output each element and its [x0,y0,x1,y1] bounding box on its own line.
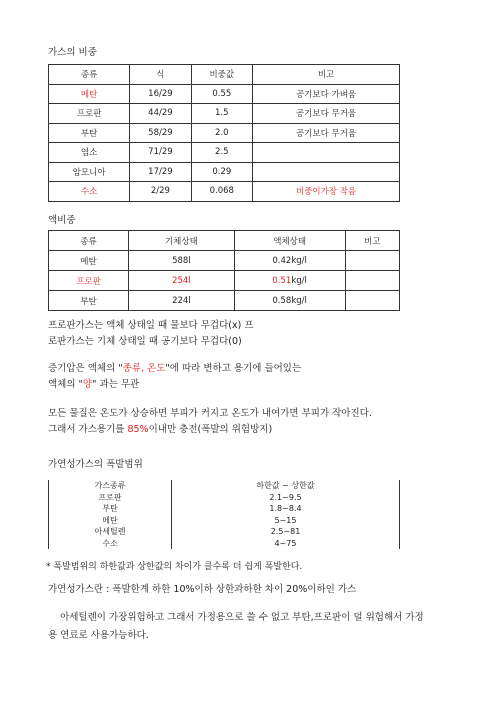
paragraph-line [48,361,301,377]
section-title-explosion-range: 가연성가스의 폭발범위 [48,459,143,470]
table-row [49,84,400,104]
cell-gas-state: 254l [129,271,235,291]
table-header-row [49,480,400,492]
table-row [49,123,400,143]
paragraph-line: 모든 물질은 온도가 상승하면 부피가 커지고 온도가 내여가면 부피가 작아진다. [48,408,372,419]
cell-liquid-state [234,271,345,291]
cell-gas-type: 부탄 [49,503,172,515]
paragraph-line [48,377,301,393]
cell-range: 4~75 [172,538,400,550]
cell-note [253,162,400,182]
table-row [49,162,400,182]
cell-note [345,271,399,291]
header-type: 종류 [49,231,129,251]
paragraph-volume [48,406,372,438]
cell-value: 2.5 [191,143,253,163]
cell-range: 2.5~81 [172,526,400,538]
text: 그래서 가스용기를 [48,424,128,435]
text: "에 따라 변하고 용기에 들어있는 [165,363,302,374]
cell-value: 1.5 [191,104,253,124]
cell-formula: 2/29 [130,182,191,202]
cell-note: 공기보다 무거움 [253,123,400,143]
cell-liquid-state [234,291,345,311]
explosion-range-table [48,480,400,549]
liquid-gravity-table [48,230,400,311]
header-note: 비고 [253,65,400,85]
closing-line: 아세틸렌이 가장위험하고 그래서 가정용으로 쓸 수 없고 부탄,프로판이 덜 위험해서 가정 [48,612,424,623]
table-header-row [49,231,400,251]
cell-gas-type: 메탄 [49,515,172,527]
section-title-gas-specific-gravity: 가스의 비중 [48,47,97,58]
liquid-value: kg/l [291,275,307,286]
cell-liquid-state [234,251,345,271]
section-title-liquid-gravity: 액비중 [48,215,76,226]
table-header-row [49,65,400,85]
cell-type: 수소 [49,182,130,202]
cell-note: 비중이가장 작음 [253,182,400,202]
closing-line: 용 연료로 사용가능하다. [48,630,149,641]
table-row [49,104,400,124]
header-gas-type: 가스종류 [49,480,172,492]
cell-note [345,251,399,271]
paragraph-line: 로판가스는 기체 상태일 때 공기보다 무겁다(0) [48,336,242,347]
table-row [49,492,400,504]
footnote: * 폭발범위의 하한값과 상한값의 차이가 클수록 더 쉽게 폭발한다. [46,562,303,572]
table-row [49,271,400,291]
header-range: 하한값 ~ 상한값 [172,480,400,492]
cell-type: 암모니아 [49,162,130,182]
text: 증기압은 액체의 " [48,363,123,374]
text: 액체의 " [48,379,83,390]
cell-type: 프로판 [49,271,129,291]
paragraph-vapor-pressure [48,361,301,393]
highlight-text: 85% [127,424,149,435]
cell-range: 5~15 [172,515,400,527]
cell-type: 메탄 [49,251,129,271]
cell-formula: 58/29 [130,123,191,143]
liquid-value: 0.58kg/l [272,295,307,306]
cell-range: 1.8~8.4 [172,503,400,515]
cell-range: 2.1~9.5 [172,492,400,504]
cell-value: 0.55 [191,84,253,104]
cell-formula: 71/29 [130,143,191,163]
liquid-value: 0.42kg/l [272,255,307,266]
closing-definition: 가연성가스란 : 폭발한계 하한 10%이하 상한과하한 차이 20%이하인 가스 [48,584,357,595]
table-row [49,143,400,163]
cell-type: 염소 [49,143,130,163]
cell-note [345,291,399,311]
cell-gas-state: 588l [129,251,235,271]
cell-value: 0.068 [191,182,253,202]
table-row [49,538,400,550]
cell-note: 공기보다 가벼움 [253,84,400,104]
text: " 과는 무관 [92,379,140,390]
text: 이내만 충전(폭발의 위험방지) [148,424,273,435]
cell-value: 2.0 [191,123,253,143]
paragraph-propane [48,318,254,350]
header-liquid-state: 액체상태 [234,231,345,251]
cell-formula: 44/29 [130,104,191,124]
cell-formula: 17/29 [130,162,191,182]
cell-type: 부탄 [49,291,129,311]
header-formula: 식 [130,65,191,85]
cell-value: 0.29 [191,162,253,182]
header-type: 종류 [49,65,130,85]
cell-type: 부탄 [49,123,130,143]
cell-note: 공기보다 무거움 [253,104,400,124]
cell-note [253,143,400,163]
highlight-text: 양 [82,379,93,390]
table-row [49,503,400,515]
header-gas-state: 기체상태 [129,231,235,251]
header-note: 비고 [345,231,399,251]
cell-type: 메탄 [49,84,130,104]
table-row [49,182,400,202]
table-row [49,251,400,271]
cell-gas-state: 224l [129,291,235,311]
liquid-value-highlight: 0.51 [272,275,292,286]
cell-gas-type: 수소 [49,538,172,550]
cell-formula: 16/29 [130,84,191,104]
gas-specific-gravity-table [48,64,400,202]
table-row [49,291,400,311]
paragraph-line: 프로판가스는 액체 상태일 때 물보다 무겁다(x) 프 [48,320,254,331]
cell-gas-type: 아세틸렌 [49,526,172,538]
cell-gas-type: 프로판 [49,492,172,504]
cell-type: 프로판 [49,104,130,124]
paragraph-line [48,422,372,438]
header-value: 비중값 [191,65,253,85]
table-row [49,515,400,527]
highlight-text: 종류, 온도 [122,363,166,374]
table-row [49,526,400,538]
